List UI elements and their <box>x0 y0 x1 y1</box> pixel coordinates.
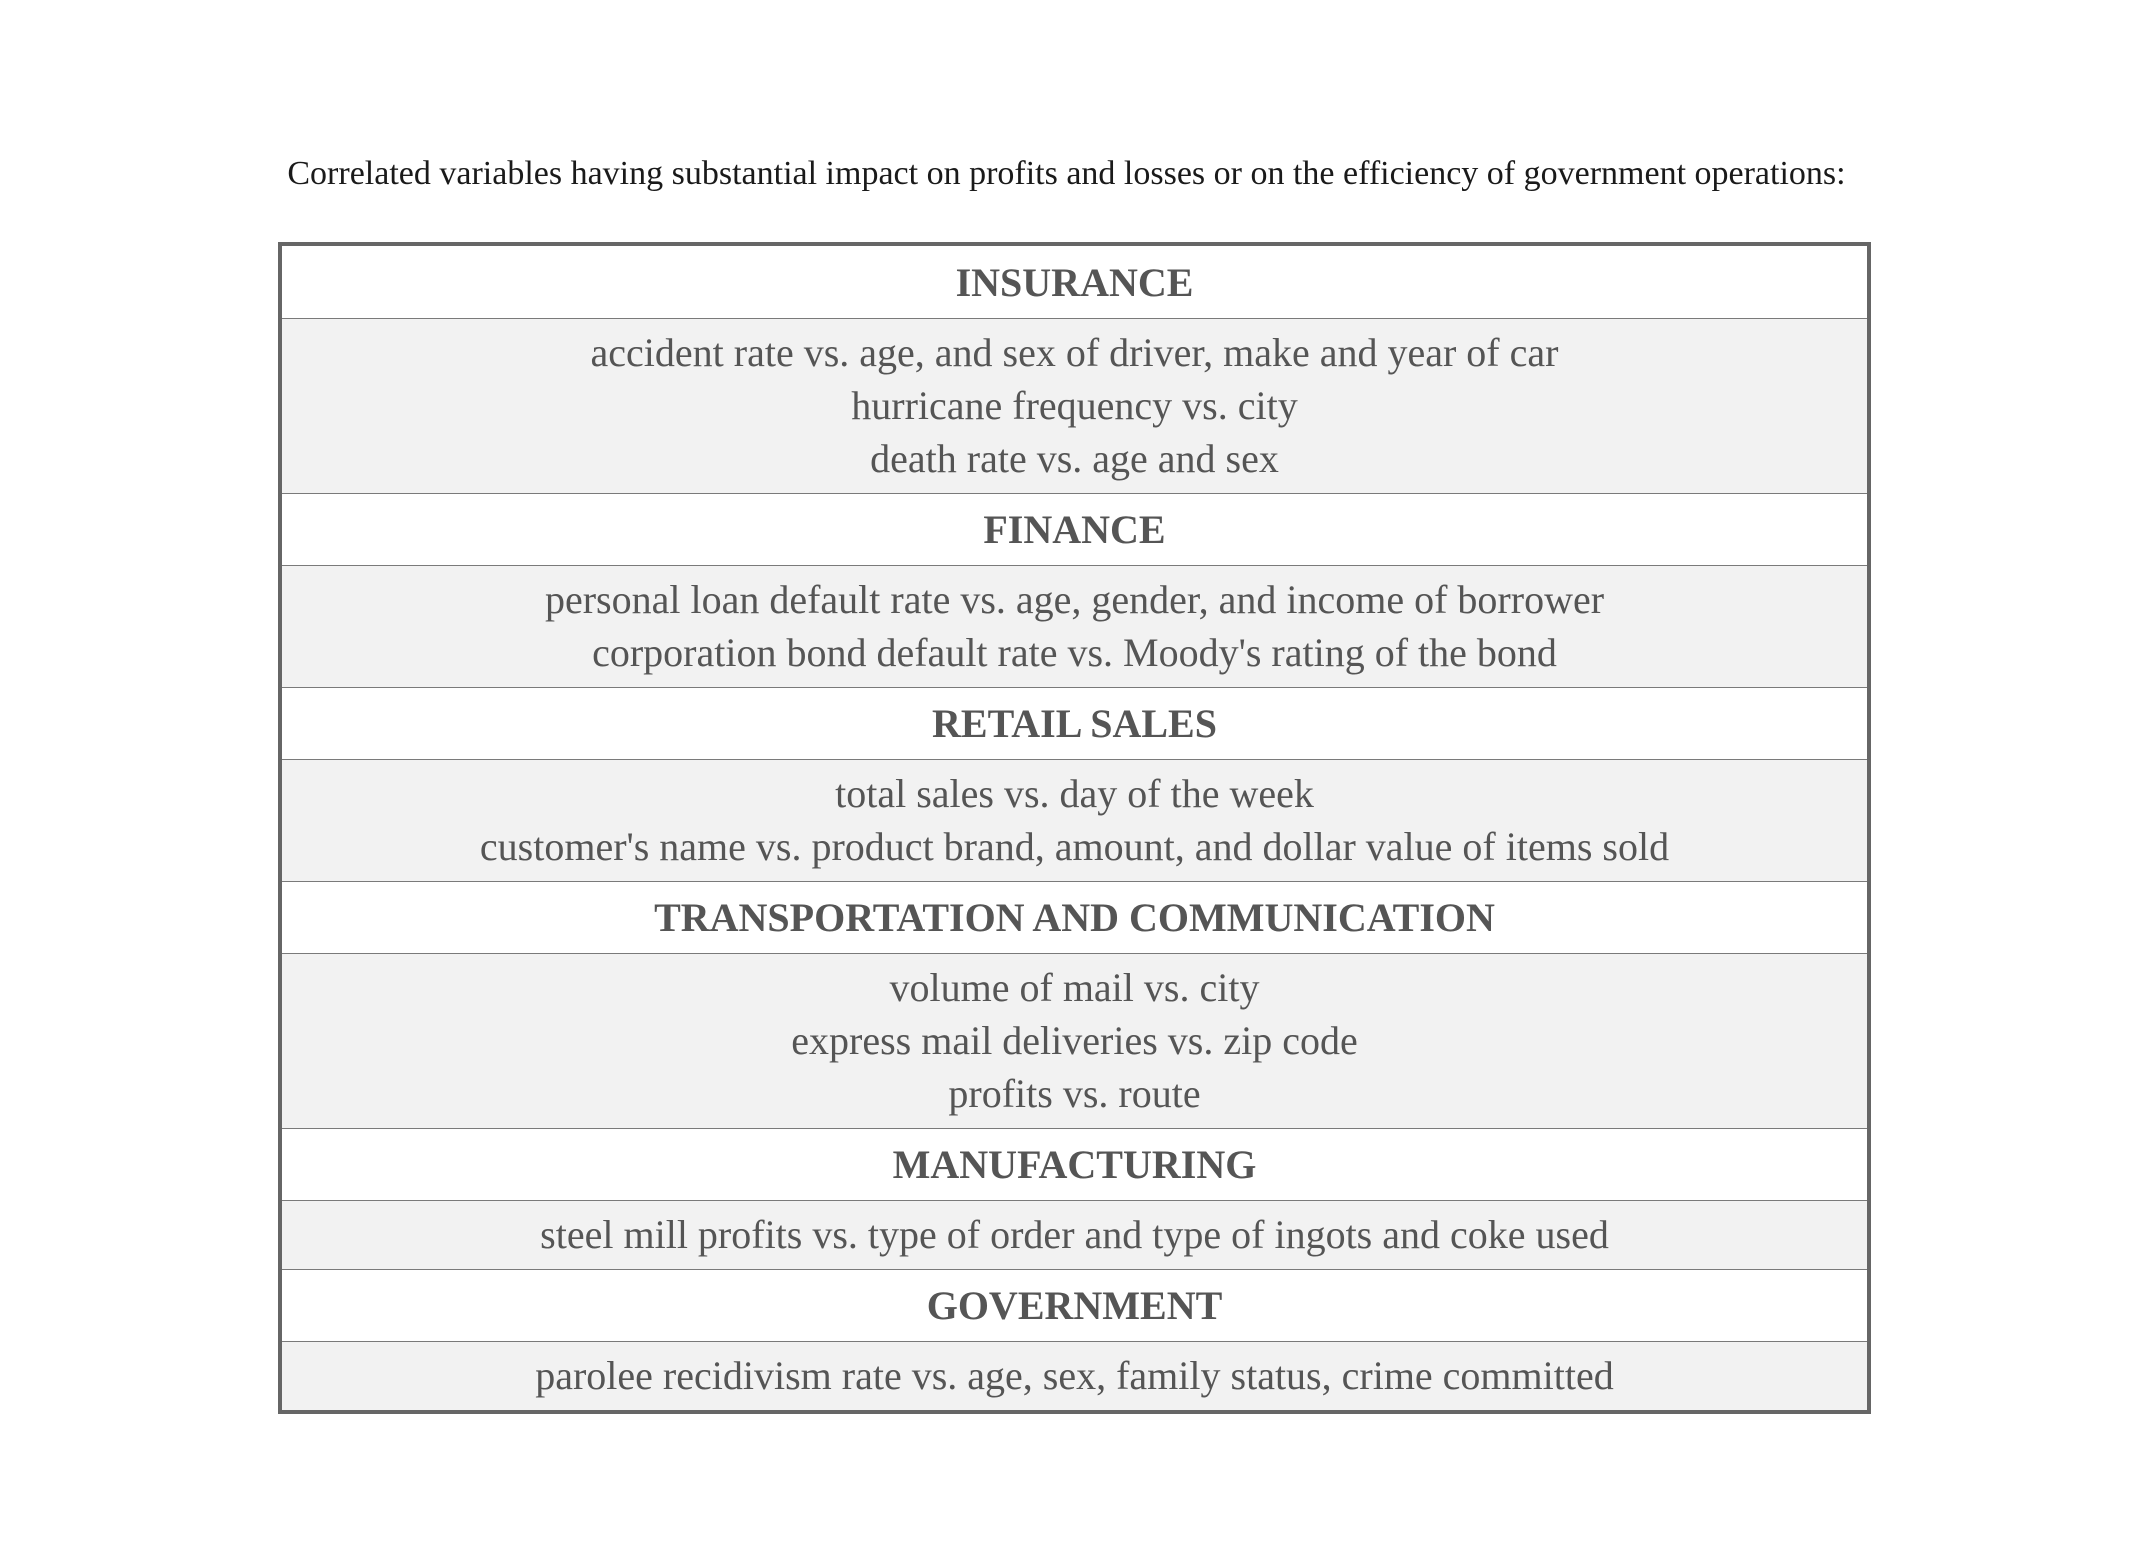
sector-item: personal loan default rate vs. age, gender, and income of borrower <box>544 577 1605 622</box>
sector-items-government <box>282 1341 1867 1410</box>
sector-item: profits vs. route <box>948 1071 1201 1116</box>
sector-item: customer's name vs. product brand, amount, and dollar value of items sold <box>479 824 1670 869</box>
sector-items-transportation <box>282 953 1867 1128</box>
sector-title-manufacturing: MANUFACTURING <box>282 1128 1867 1200</box>
sector-items-finance <box>282 565 1867 687</box>
sector-item: hurricane frequency vs. city <box>851 383 1298 428</box>
sector-title-transportation: TRANSPORTATION AND COMMUNICATION <box>282 881 1867 953</box>
sector-item: total sales vs. day of the week <box>835 771 1314 816</box>
sector-title-insurance: INSURANCE <box>282 246 1867 318</box>
sector-item: corporation bond default rate vs. Moody's rating of the bond <box>592 630 1557 675</box>
sector-title-government: GOVERNMENT <box>282 1269 1867 1341</box>
sector-items-manufacturing <box>282 1200 1867 1269</box>
correlated-variables-table <box>278 242 1871 1414</box>
sector-item: steel mill profits vs. type of order and type of ingots and coke used <box>540 1212 1609 1257</box>
intro-text: Correlated variables having substantial impact on profits and losses or on the efficiency of government operations: <box>287 155 1846 192</box>
sector-item: volume of mail vs. city <box>889 965 1260 1010</box>
sector-item: express mail deliveries vs. zip code <box>791 1018 1358 1063</box>
sector-items-retail-sales <box>282 759 1867 881</box>
sector-item: death rate vs. age and sex <box>870 436 1279 481</box>
sector-items-insurance <box>282 318 1867 493</box>
sector-item: parolee recidivism rate vs. age, sex, family status, crime committed <box>535 1353 1614 1398</box>
sector-title-finance: FINANCE <box>282 493 1867 565</box>
sector-item: accident rate vs. age, and sex of driver, make and year of car <box>590 330 1559 375</box>
sector-title-retail-sales: RETAIL SALES <box>282 687 1867 759</box>
